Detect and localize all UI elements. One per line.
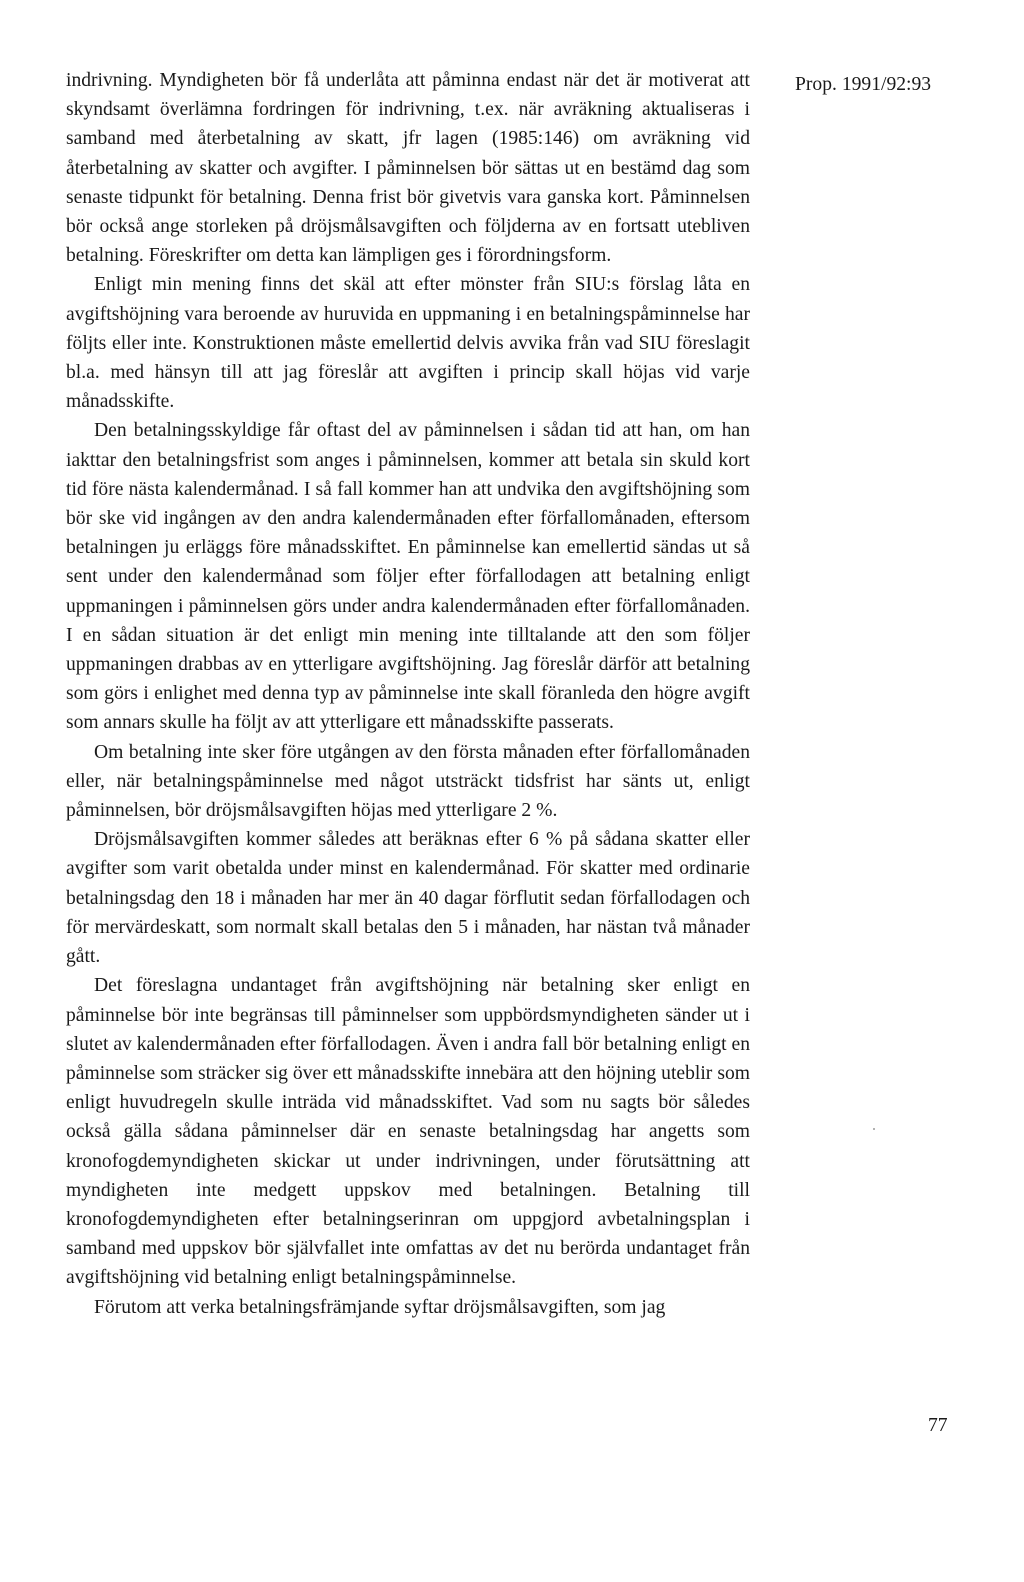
paragraph: Förutom att verka betalningsfrämjande syftar dröjsmålsavgiften, som jag: [94, 1296, 666, 1318]
page-number: 77: [928, 1415, 948, 1436]
paragraph: Enligt min mening finns det skäl att efter mönster från SIU:s förslag låta en avgiftshöjning vara beroende av huruvida en uppmaning i en betalningspåminnelse har följts eller inte. Konstruktionen måste emellertid delvis avvika från vad SIU föreslagit bl.a. med hänsyn till att jag föreslår att avgiften i princip skall höjas vid varje månadsskifte.: [66, 274, 750, 413]
paragraph: Om betalning inte sker före utgången av den första månaden efter förfallomånaden eller, när betalningspåminnelse med något utsträckt tidsfrist har sänts ut, enligt påminnelsen, bör dröjsmålsavgiften höjas med ytterligare 2 %.: [66, 741, 750, 822]
scan-artifact-dot: [873, 1128, 875, 1130]
paragraph: indrivning. Myndigheten bör få underlåta att påminna endast när det är motiverat att skyndsamt överlämna fordringen för indrivning, t.ex. när avräkning aktualiseras i samband med återbetalning av skatt, jfr lagen (1985:146) om avräkning vid återbetalning av skatter och avgifter. I påminnelsen bör sättas ut en bestämd dag som senaste tidpunkt för betalning. Denna frist bör givetvis vara ganska kort. Påminnelsen bör också ange storleken på dröjsmålsavgiften och följderna av en fortsatt utebliven betalning. Föreskrifter om detta kan lämpligen ges i förordningsform.: [66, 70, 750, 267]
body-text: [66, 66, 750, 1322]
paragraph: Dröjsmålsavgiften kommer således att beräknas efter 6 % på sådana skatter eller avgifter som varit obetalda under minst en kalendermånad. För skatter med ordinarie betalningsdag den 18 i månaden har mer än 40 dagar förflutit sedan förfallodagen och för mervärdeskatt, som normalt skall betalas den 5 i månaden, har nästan två månader gått.: [66, 829, 750, 968]
paragraph: Det föreslagna undantaget från avgiftshöjning när betalning sker enligt en påminnelse bör inte begränsas till påminnelser som uppbördsmyndigheten sänder ut i slutet av kalendermånaden efter förfallodagen. Även i andra fall bör betalning enligt en påminnelse som sträcker sig över ett månadsskifte innebära att den höjning uteblir som enligt huvudregeln skulle inträda vid månadsskiftet. Vad som nu sagts bör således också gälla sådana påminnelser där en senaste betalningsdag har angetts som kronofogdemyndigheten skickar ut under indrivningen, under förutsättning att myndigheten inte medgett uppskov med betalningen. Betalning till kronofogdemyndigheten efter betalningserinran om uppgjord avbetalningsplan i samband med uppskov bör självfallet inte omfattas av det nu berörda undantaget från avgiftshöjning vid betalning enligt betalningspåminnelse.: [66, 975, 750, 1289]
proposition-reference: Prop. 1991/92:93: [795, 74, 932, 95]
paragraph: Den betalningsskyldige får oftast del av påminnelsen i sådan tid att han, om han iakttar den betalningsfrist som anges i påminnelsen, kommer att betala sin skuld kort tid före nästa kalendermånad. I så fall kommer han att undvika den avgiftshöjning som bör ske vid ingången av den andra kalendermånaden efter förfallomånaden, eftersom betalningen ju erläggs före månadsskiftet. En påminnelse kan emellertid sändas ut så sent under den kalendermånad som följer efter förfallodagen att betalning enligt uppmaningen i påminnelsen görs under andra kalendermånaden efter förfallomånaden. I en sådan situation är det enligt min mening inte tilltalande att den som följer uppmaningen drabbas av en ytterligare avgiftshöjning. Jag föreslår därför att betalning som görs i enlighet med denna typ av påminnelse inte skall föranleda den högre avgift som annars skulle ha följt av att ytterligare ett månadsskifte passerats.: [66, 420, 750, 734]
